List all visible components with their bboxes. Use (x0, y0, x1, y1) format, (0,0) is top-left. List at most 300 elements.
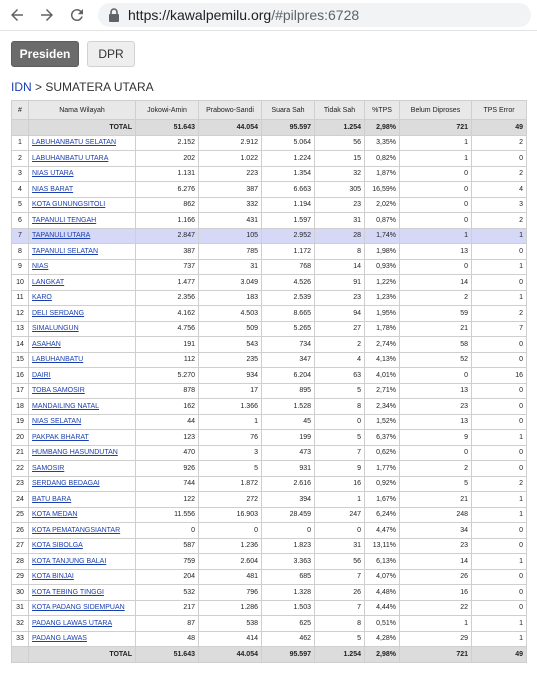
region-link[interactable]: KOTA SIBOLGA (32, 542, 83, 550)
table-row (12, 290, 527, 306)
value-cell: 4.526 (262, 275, 315, 291)
value-cell: 2 (472, 306, 527, 322)
breadcrumb-current: SUMATERA UTARA (45, 80, 154, 94)
column-header: Jokowi-Amin (136, 101, 199, 120)
value-cell: 0 (400, 368, 472, 384)
value-cell: 6,24% (365, 507, 400, 523)
value-cell: 28 (315, 228, 365, 244)
value-cell: 0 (400, 197, 472, 213)
breadcrumb-root-link[interactable]: IDN (11, 80, 32, 94)
value-cell: 1.172 (262, 244, 315, 260)
value-cell: 123 (136, 430, 199, 446)
value-cell: 0 (472, 585, 527, 601)
value-cell: 0 (472, 461, 527, 477)
value-cell: 1 (472, 430, 527, 446)
value-cell: 6,13% (365, 554, 400, 570)
value-cell: 4,47% (365, 523, 400, 539)
value-cell: 1.286 (199, 600, 262, 616)
table-row (12, 244, 527, 260)
value-cell: 1 (199, 414, 262, 430)
table-row (12, 337, 527, 353)
region-link[interactable]: KOTA BINJAI (32, 573, 74, 581)
value-cell: 768 (262, 259, 315, 275)
value-cell: 2.539 (262, 290, 315, 306)
value-cell: 462 (262, 631, 315, 647)
results-table (11, 100, 527, 663)
value-cell: 1.477 (136, 275, 199, 291)
value-cell: 44 (136, 414, 199, 430)
value-cell: 0 (400, 166, 472, 182)
row-index: 33 (12, 631, 29, 647)
region-link[interactable]: LABUHANBATU SELATAN (32, 139, 117, 147)
table-row (12, 182, 527, 198)
value-cell: 91 (315, 275, 365, 291)
region-link[interactable]: LANGKAT (32, 278, 65, 286)
region-name-cell (29, 430, 136, 446)
value-cell: 1 (472, 554, 527, 570)
region-name-cell (29, 275, 136, 291)
value-cell: 2.847 (136, 228, 199, 244)
column-header: TPS Error (472, 101, 527, 120)
value-cell: 0 (472, 244, 527, 260)
table-row (12, 368, 527, 384)
table-row (12, 616, 527, 632)
value-cell: 247 (315, 507, 365, 523)
row-index: 19 (12, 414, 29, 430)
value-cell: 2.952 (262, 228, 315, 244)
region-link[interactable]: TOBA SAMOSIR (32, 387, 85, 395)
total-row (12, 120, 527, 136)
value-cell: 1.823 (262, 538, 315, 554)
value-cell: 16.903 (199, 507, 262, 523)
value-cell: 2.912 (199, 135, 262, 151)
region-link[interactable]: ASAHAN (32, 340, 61, 348)
value-cell: 1,77% (365, 461, 400, 477)
region-name-cell (29, 538, 136, 554)
value-cell: 4,28% (365, 631, 400, 647)
total-cell: 721 (400, 120, 472, 136)
region-link[interactable]: HUMBANG HASUNDUTAN (32, 449, 118, 457)
table-row (12, 430, 527, 446)
region-link[interactable]: KARO (32, 294, 52, 302)
breadcrumb (11, 80, 154, 94)
total-cell: 2,98% (365, 120, 400, 136)
row-index: 20 (12, 430, 29, 446)
tab-dpr[interactable]: DPR (87, 41, 135, 67)
value-cell: 191 (136, 337, 199, 353)
column-header: Tidak Sah (315, 101, 365, 120)
region-link[interactable]: NIAS UTARA (32, 170, 74, 178)
region-link[interactable]: SERDANG BEDAGAI (32, 480, 100, 488)
row-index: 4 (12, 182, 29, 198)
value-cell: 1.328 (262, 585, 315, 601)
value-cell: 1.022 (199, 151, 262, 167)
value-cell: 31 (315, 538, 365, 554)
region-name-cell (29, 228, 136, 244)
table-row (12, 383, 527, 399)
column-header: Prabowo-Sandi (199, 101, 262, 120)
value-cell: 625 (262, 616, 315, 632)
region-name-cell (29, 445, 136, 461)
region-link[interactable]: KOTA PEMATANGSIANTAR (32, 526, 121, 534)
total-cell: 95.597 (262, 647, 315, 663)
region-link[interactable]: TAPANULI UTARA (32, 232, 91, 240)
value-cell: 22 (400, 600, 472, 616)
value-cell: 5.064 (262, 135, 315, 151)
region-name-cell (29, 383, 136, 399)
region-link[interactable]: TAPANULI SELATAN (32, 247, 98, 255)
value-cell: 13 (400, 244, 472, 260)
value-cell: 0 (472, 275, 527, 291)
value-cell: 1,74% (365, 228, 400, 244)
region-link[interactable]: DAIRI (32, 371, 51, 379)
row-index: 24 (12, 492, 29, 508)
value-cell: 387 (136, 244, 199, 260)
value-cell: 4,44% (365, 600, 400, 616)
value-cell: 13 (400, 383, 472, 399)
row-index: 15 (12, 352, 29, 368)
table-row (12, 166, 527, 182)
region-link[interactable]: BATU BARA (32, 495, 72, 503)
value-cell: 13,11% (365, 538, 400, 554)
region-link[interactable]: TAPANULI TENGAH (32, 216, 97, 224)
value-cell: 387 (199, 182, 262, 198)
value-cell: 470 (136, 445, 199, 461)
region-link[interactable]: SAMOSIR (32, 464, 65, 472)
value-cell: 31 (315, 213, 365, 229)
row-index: 27 (12, 538, 29, 554)
region-link[interactable]: MANDAILING NATAL (32, 402, 100, 410)
value-cell: 6.276 (136, 182, 199, 198)
value-cell: 87 (136, 616, 199, 632)
value-cell: 481 (199, 569, 262, 585)
value-cell: 543 (199, 337, 262, 353)
value-cell: 7 (472, 321, 527, 337)
value-cell: 1 (472, 290, 527, 306)
value-cell: 5 (315, 631, 365, 647)
value-cell: 0,87% (365, 213, 400, 229)
row-index: 31 (12, 600, 29, 616)
total-cell: 49 (472, 120, 527, 136)
region-name-cell (29, 290, 136, 306)
row-index: 6 (12, 213, 29, 229)
value-cell: 744 (136, 476, 199, 492)
value-cell: 3 (199, 445, 262, 461)
table-row (12, 197, 527, 213)
region-link[interactable]: KOTA TEBING TINGGI (32, 588, 104, 596)
value-cell: 926 (136, 461, 199, 477)
total-cell: 44.054 (199, 647, 262, 663)
forward-button[interactable] (34, 2, 60, 28)
region-link[interactable]: LABUHANBATU UTARA (32, 154, 109, 162)
value-cell: 4.756 (136, 321, 199, 337)
value-cell: 1 (315, 492, 365, 508)
total-cell: 2,98% (365, 647, 400, 663)
row-index: 12 (12, 306, 29, 322)
row-index: 30 (12, 585, 29, 601)
value-cell: 1.503 (262, 600, 315, 616)
region-link[interactable]: KOTA GUNUNGSITOLI (32, 201, 106, 209)
row-index: 8 (12, 244, 29, 260)
value-cell: 931 (262, 461, 315, 477)
region-link[interactable]: DELI SERDANG (32, 309, 85, 317)
value-cell: 1 (472, 507, 527, 523)
value-cell: 1,52% (365, 414, 400, 430)
value-cell: 1 (400, 616, 472, 632)
region-name-cell (29, 631, 136, 647)
value-cell: 862 (136, 197, 199, 213)
row-index: 9 (12, 259, 29, 275)
value-cell: 2 (472, 476, 527, 492)
value-cell: 28.459 (262, 507, 315, 523)
region-name-cell (29, 616, 136, 632)
value-cell: 112 (136, 352, 199, 368)
value-cell: 6,37% (365, 430, 400, 446)
value-cell: 26 (400, 569, 472, 585)
arrow-right-icon (38, 6, 56, 24)
election-tabs (11, 41, 135, 67)
row-index: 5 (12, 197, 29, 213)
arrow-left-icon (8, 6, 26, 24)
value-cell: 9 (315, 461, 365, 477)
total-cell: 49 (472, 647, 527, 663)
value-cell: 23 (400, 399, 472, 415)
value-cell: 0 (315, 523, 365, 539)
value-cell: 2 (472, 166, 527, 182)
reload-button[interactable] (64, 2, 90, 28)
value-cell: 1.224 (262, 151, 315, 167)
value-cell: 23 (315, 290, 365, 306)
value-cell: 2.152 (136, 135, 199, 151)
value-cell: 7 (315, 445, 365, 461)
region-link[interactable]: KOTA PADANG SIDEMPUAN (32, 604, 125, 612)
value-cell: 1 (472, 228, 527, 244)
value-cell: 48 (136, 631, 199, 647)
value-cell: 0 (472, 445, 527, 461)
column-header: Suara Sah (262, 101, 315, 120)
region-name-cell (29, 461, 136, 477)
total-cell: 51.643 (136, 120, 199, 136)
region-name-cell (29, 213, 136, 229)
value-cell: 162 (136, 399, 199, 415)
table-row (12, 228, 527, 244)
value-cell: 1 (400, 228, 472, 244)
table-row (12, 275, 527, 291)
value-cell: 0 (472, 569, 527, 585)
value-cell: 1 (472, 631, 527, 647)
value-cell: 52 (400, 352, 472, 368)
value-cell: 13 (400, 414, 472, 430)
region-link[interactable]: PADANG LAWAS (32, 635, 87, 643)
value-cell: 223 (199, 166, 262, 182)
value-cell: 895 (262, 383, 315, 399)
region-link[interactable]: PADANG LAWAS UTARA (32, 619, 113, 627)
region-name-cell (29, 244, 136, 260)
value-cell: 16,59% (365, 182, 400, 198)
value-cell: 59 (400, 306, 472, 322)
table-row (12, 492, 527, 508)
row-index: 25 (12, 507, 29, 523)
value-cell: 0 (400, 445, 472, 461)
row-index: 11 (12, 290, 29, 306)
value-cell: 94 (315, 306, 365, 322)
total-cell: 51.643 (136, 647, 199, 663)
row-index: 13 (12, 321, 29, 337)
value-cell: 14 (400, 554, 472, 570)
row-index: 10 (12, 275, 29, 291)
region-link[interactable]: KOTA MEDAN (32, 511, 78, 519)
value-cell: 2.356 (136, 290, 199, 306)
value-cell: 2.604 (199, 554, 262, 570)
value-cell: 2,71% (365, 383, 400, 399)
value-cell: 1.166 (136, 213, 199, 229)
region-link[interactable]: NIAS BARAT (32, 185, 74, 193)
back-button[interactable] (4, 2, 30, 28)
region-link[interactable]: LABUHANBATU (32, 356, 84, 364)
column-header: # (12, 101, 29, 120)
total-cell: 1.254 (315, 647, 365, 663)
value-cell: 4,01% (365, 368, 400, 384)
value-cell: 3.049 (199, 275, 262, 291)
value-cell: 8 (315, 244, 365, 260)
value-cell: 11.556 (136, 507, 199, 523)
value-cell: 4,13% (365, 352, 400, 368)
region-name-cell (29, 306, 136, 322)
region-link[interactable]: PAKPAK BHARAT (32, 433, 89, 441)
row-index: 16 (12, 368, 29, 384)
table-row (12, 507, 527, 523)
region-name-cell (29, 569, 136, 585)
value-cell: 2 (315, 337, 365, 353)
region-link[interactable]: SIMALUNGUN (32, 325, 79, 333)
value-cell: 1,98% (365, 244, 400, 260)
value-cell: 785 (199, 244, 262, 260)
value-cell: 2 (400, 461, 472, 477)
value-cell: 2 (472, 135, 527, 151)
value-cell: 532 (136, 585, 199, 601)
value-cell: 0 (136, 523, 199, 539)
value-cell: 183 (199, 290, 262, 306)
total-cell: 44.054 (199, 120, 262, 136)
value-cell: 1.354 (262, 166, 315, 182)
value-cell: 2,34% (365, 399, 400, 415)
value-cell: 5.265 (262, 321, 315, 337)
region-name-cell (29, 476, 136, 492)
value-cell: 0 (262, 523, 315, 539)
value-cell: 17 (199, 383, 262, 399)
region-link[interactable]: KOTA TANJUNG BALAI (32, 557, 107, 565)
value-cell: 32 (315, 166, 365, 182)
value-cell: 1 (472, 259, 527, 275)
value-cell: 6.663 (262, 182, 315, 198)
total-label: TOTAL (29, 120, 136, 136)
value-cell: 796 (199, 585, 262, 601)
table-row (12, 306, 527, 322)
value-cell: 0 (472, 399, 527, 415)
value-cell: 0,93% (365, 259, 400, 275)
value-cell: 27 (315, 321, 365, 337)
value-cell: 23 (400, 538, 472, 554)
value-cell: 1,87% (365, 166, 400, 182)
row-index: 17 (12, 383, 29, 399)
value-cell: 199 (262, 430, 315, 446)
region-name-cell (29, 492, 136, 508)
region-name-cell (29, 414, 136, 430)
value-cell: 759 (136, 554, 199, 570)
value-cell: 217 (136, 600, 199, 616)
total-cell: 1.254 (315, 120, 365, 136)
region-name-cell (29, 151, 136, 167)
table-row (12, 135, 527, 151)
region-name-cell (29, 321, 136, 337)
table-row (12, 585, 527, 601)
table-row (12, 538, 527, 554)
value-cell: 347 (262, 352, 315, 368)
value-cell: 1 (400, 151, 472, 167)
table-row (12, 554, 527, 570)
value-cell: 56 (315, 135, 365, 151)
value-cell: 0 (199, 523, 262, 539)
value-cell: 1.528 (262, 399, 315, 415)
value-cell: 4 (315, 352, 365, 368)
row-index: 2 (12, 151, 29, 167)
value-cell: 4,48% (365, 585, 400, 601)
value-cell: 5 (315, 383, 365, 399)
value-cell: 2 (472, 213, 527, 229)
value-cell: 56 (315, 554, 365, 570)
address-bar[interactable] (98, 3, 531, 27)
tab-presiden[interactable]: Presiden (11, 41, 79, 67)
breadcrumb-separator: > (35, 80, 43, 94)
value-cell: 2,02% (365, 197, 400, 213)
region-link[interactable]: NIAS (32, 263, 49, 271)
value-cell: 394 (262, 492, 315, 508)
value-cell: 2 (400, 290, 472, 306)
value-cell: 685 (262, 569, 315, 585)
table-row (12, 399, 527, 415)
value-cell: 0 (472, 523, 527, 539)
column-header: Nama Wilayah (29, 101, 136, 120)
value-cell: 2,74% (365, 337, 400, 353)
value-cell: 414 (199, 631, 262, 647)
value-cell: 0 (472, 337, 527, 353)
value-cell: 16 (472, 368, 527, 384)
value-cell: 14 (400, 275, 472, 291)
value-cell: 734 (262, 337, 315, 353)
row-index: 7 (12, 228, 29, 244)
row-index: 26 (12, 523, 29, 539)
url-host: https://kawalpemilu.org (128, 7, 272, 23)
region-name-cell (29, 585, 136, 601)
region-name-cell (29, 554, 136, 570)
total-index-cell (12, 647, 29, 663)
value-cell: 1 (472, 492, 527, 508)
value-cell: 0 (472, 352, 527, 368)
column-header: %TPS (365, 101, 400, 120)
row-index: 14 (12, 337, 29, 353)
region-name-cell (29, 352, 136, 368)
value-cell: 431 (199, 213, 262, 229)
value-cell: 26 (315, 585, 365, 601)
value-cell: 0 (400, 213, 472, 229)
value-cell: 305 (315, 182, 365, 198)
region-link[interactable]: NIAS SELATAN (32, 418, 82, 426)
value-cell: 0,51% (365, 616, 400, 632)
value-cell: 105 (199, 228, 262, 244)
value-cell: 934 (199, 368, 262, 384)
value-cell: 6.204 (262, 368, 315, 384)
value-cell: 45 (262, 414, 315, 430)
